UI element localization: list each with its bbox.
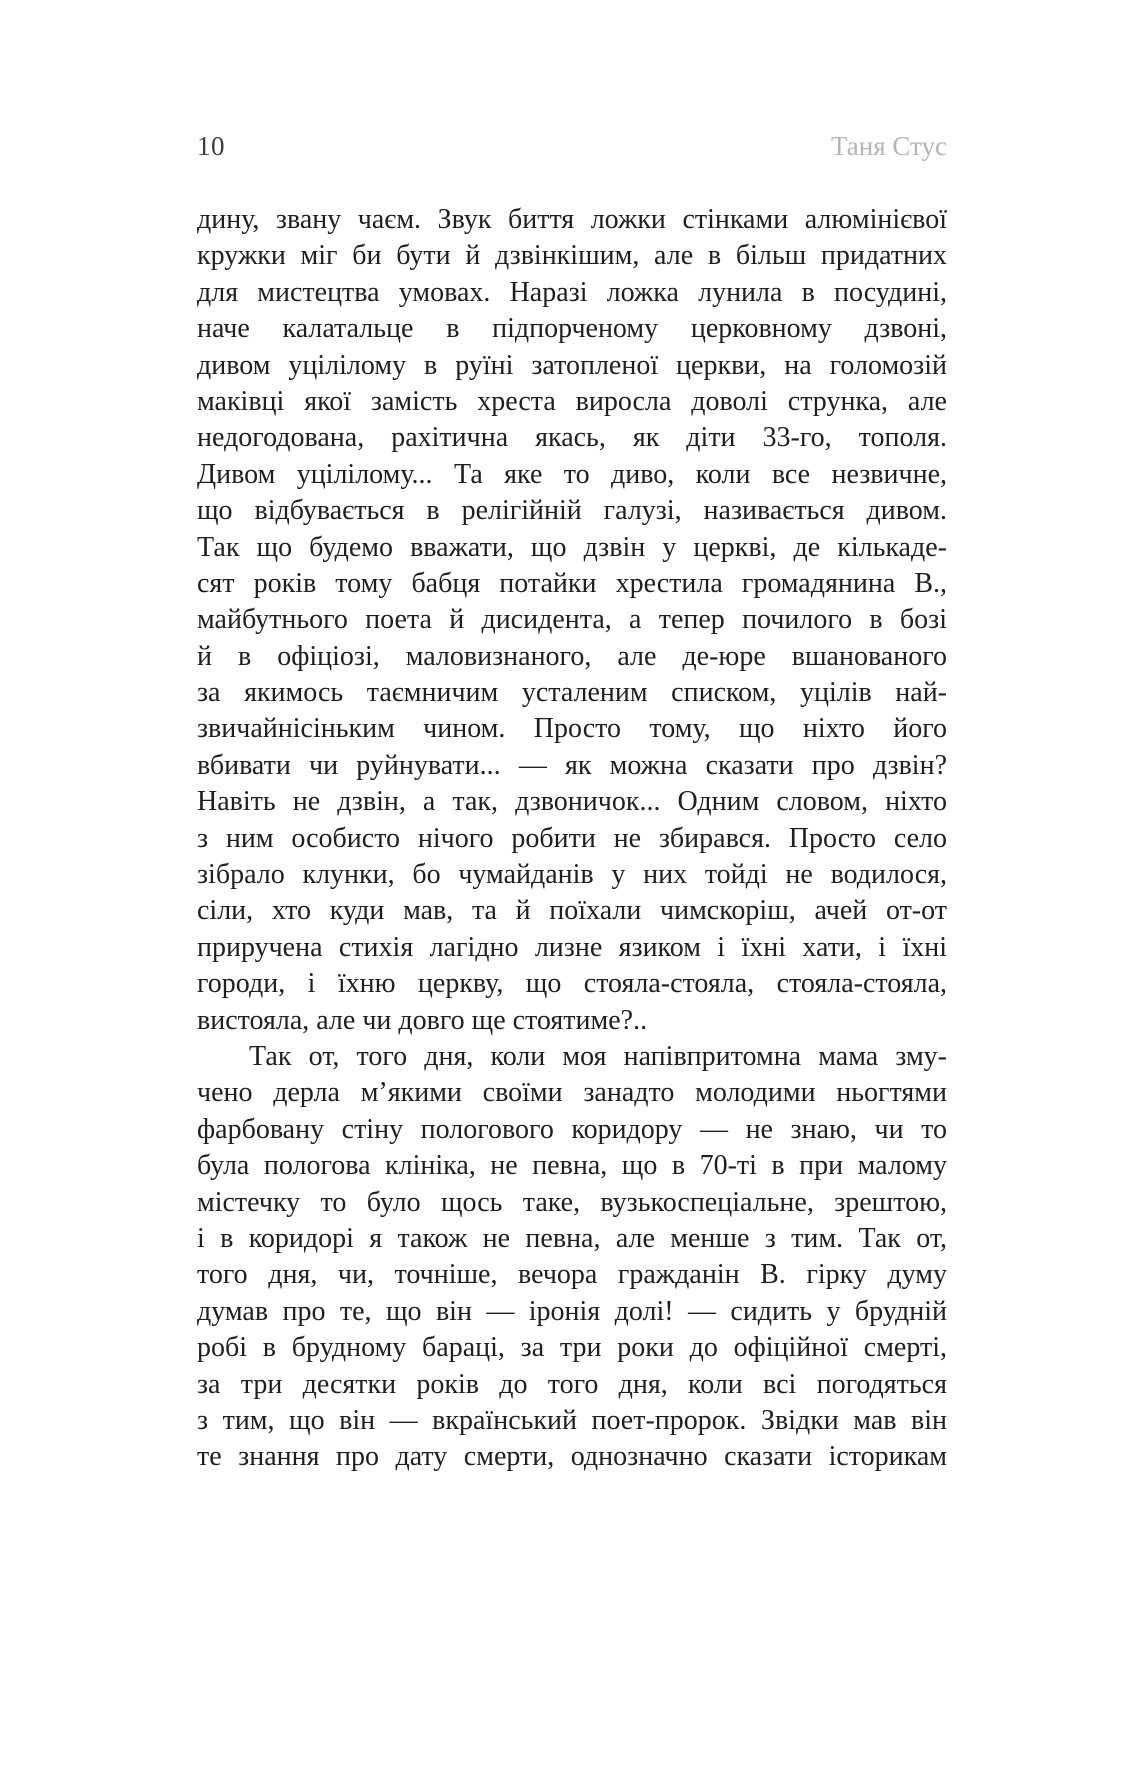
text-line: Так от, того дня, коли моя напівпритомна мама зму- <box>249 1040 947 1072</box>
text-line: з ним особисто нічого робити не збирався. Просто село <box>197 822 947 854</box>
text-line: Навіть не дзвін, а так, дзвоничок... Одним словом, ніхто <box>197 786 947 818</box>
running-header-title: Таня Стус <box>830 131 947 161</box>
text-line: для мистецтва умовах. Наразі ложка лунила в посудині, <box>197 276 947 308</box>
paragraph <box>197 202 947 1039</box>
text-line: вистояла, але чи довго ще стоятиме?.. <box>197 1004 648 1036</box>
text-line: зібрало клунки, бо чумайданів у них тойді не водилося, <box>197 859 947 891</box>
text-line: за якимось таємничим усталеним списком, уцілів най- <box>197 677 947 709</box>
running-head <box>197 130 947 162</box>
text-line: маківці якої замість хреста виросла доволі струнка, але <box>197 385 947 417</box>
text-line: робі в брудному бараці, за три роки до офіційної смерті, <box>197 1332 947 1364</box>
text-line: того дня, чи, точніше, вечора гражданін В. гірку думу <box>197 1259 947 1291</box>
text-line: сіли, хто куди мав, та й поїхали чимскоріш, ачей от-от <box>197 895 947 927</box>
text-line: кружки міг би бути й дзвінкішим, але в більш придатних <box>197 240 947 272</box>
text-line: дивом уцілілому в руїні затопленої церкви, на голомозій <box>197 349 947 381</box>
text-line: Так що будемо вважати, що дзвін у церкві, де кількаде- <box>197 531 947 563</box>
text-line: майбутнього поета й дисидента, а тепер почилого в бозі <box>197 604 947 636</box>
text-line: думав про те, що він — іронія долі! — сидить у брудній <box>197 1295 947 1327</box>
text-line: з тим, що він — вкраїнський поет-пророк. Звідки мав він <box>197 1404 947 1436</box>
text-line: звичайнісіньким чином. Просто тому, що ніхто його <box>197 713 947 745</box>
text-line: була пологова клініка, не певна, що в 70-ті в при малому <box>197 1150 947 1182</box>
text-line: фарбовану стіну пологового коридору — не знаю, чи то <box>197 1113 947 1145</box>
text-line: за три десятки років до того дня, коли всі погодяться <box>197 1368 947 1400</box>
paragraph <box>197 1039 947 1476</box>
text-line: те знання про дату смерти, однозначно сказати історикам <box>197 1441 947 1473</box>
text-line: й в офіціозі, маловизнаного, але де-юре вшанованого <box>197 640 947 672</box>
text-line: сят років тому бабця потайки хрестила громадянина В., <box>197 567 947 599</box>
text-line: городи, і їхню церкву, що стояла-стояла, стояла-стояла, <box>197 968 947 1000</box>
text-line: приручена стихія лагідно лизне язиком і їхні хати, і їхні <box>197 931 947 963</box>
text-line: вбивати чи руйнувати... — як можна сказати про дзвін? <box>197 749 947 781</box>
page-number: 10 <box>197 131 225 161</box>
text-line: чено дерла м’якими своїми занадто молодими ньогтями <box>197 1077 947 1109</box>
text-line: що відбувається в релігійній галузі, називається дивом. <box>197 495 947 527</box>
text-block <box>197 202 947 1476</box>
text-line: недогодована, рахітична якась, як діти 33-го, тополя. <box>197 422 947 454</box>
text-line: містечку то було щось таке, вузькоспеціальне, зрештою, <box>197 1186 947 1218</box>
text-line: і в коридорі я також не певна, але менше з тим. Так от, <box>197 1222 947 1254</box>
text-line: дину, звану чаєм. Звук биття ложки стінками алюмінієвої <box>197 204 947 235</box>
text-line: наче калатальце в підпорченому церковному дзвоні, <box>197 313 947 345</box>
text-line: Дивом уцілілому... Та яке то диво, коли все незвичне, <box>197 458 947 490</box>
